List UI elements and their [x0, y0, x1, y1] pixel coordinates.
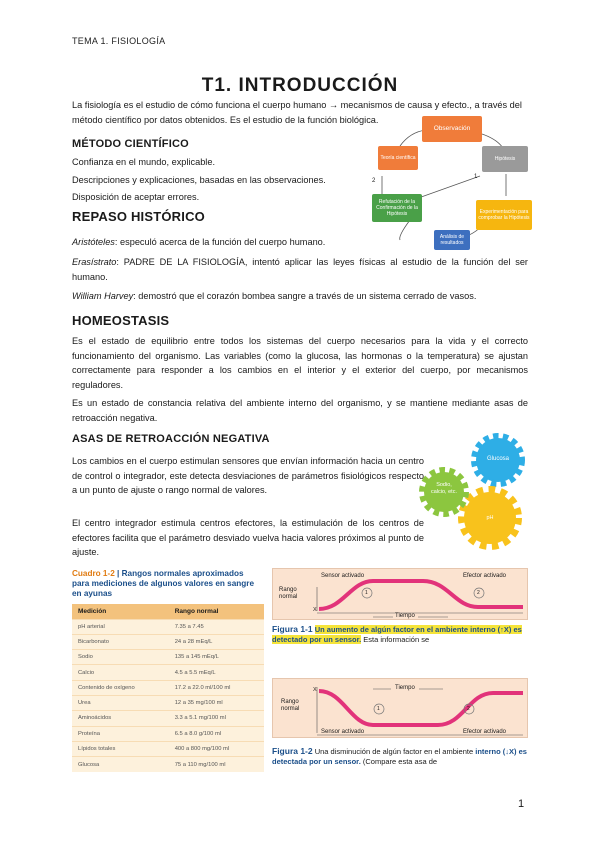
- intro-paragraph: La fisiología es el estudio de cómo funciona el cuerpo humano → mecanismos de causa y efecto., a través del método científico por datos obtenidos. Es el estudio de la función biológica.: [72, 100, 522, 125]
- table-row: [72, 680, 264, 695]
- table-cell: Proteína: [72, 726, 169, 741]
- homeostasis-p1: Es el estado de equilibrio entre todos los sistemas del cuerpo necesarios para la vida y el correcto funcionamiento del organismo. Las variables (como la glucosa, las hormonas o la temperatura) se ajustan correctamente para responder a los cambios en el interior y el exterior del cuerpo, por mecanismos reguladores.: [72, 336, 528, 390]
- metodo-line-1: Confianza en el mundo, explicable.: [72, 157, 216, 167]
- historia-harvey: [72, 289, 528, 304]
- metodo-line-3: Disposición de aceptar errores.: [72, 192, 200, 202]
- table-cell: Glucosa: [72, 757, 169, 772]
- fig1-efector-label: Efector activado: [463, 573, 507, 579]
- harvey-name: William Harvey: [72, 291, 134, 301]
- cycle-hipotesis: Hipótesis: [482, 146, 528, 172]
- figure-1-2-plot: [272, 678, 528, 738]
- table-cell: 4.5 a 5.5 mEq/L: [169, 665, 264, 680]
- fig1-tiempo-label: Tiempo: [395, 613, 415, 619]
- asas-p2: El centro integrador estimula centros efectores, la estimulación de los centros de efectores facilita que el parámetro desviado vuelva hacia valores próximos al punto de ajuste.: [72, 518, 424, 557]
- fig1-caption-label: Figura 1-1: [272, 624, 313, 634]
- table-label: Cuadro 1-2: [72, 569, 115, 578]
- historia-heading: REPASO HISTÓRICO: [72, 209, 205, 224]
- table-header-row: [72, 604, 264, 619]
- cycle-number-2: 2: [372, 178, 376, 184]
- fig2-caption-a: Una disminución de algún factor en el ambiente: [312, 747, 476, 756]
- fig1-circle-1: 1: [365, 590, 368, 596]
- table-cell: Lípidos totales: [72, 741, 169, 756]
- fig2-caption-label: Figura 1-2: [272, 746, 313, 756]
- table-cell: 75 a 110 mg/100 ml: [169, 757, 264, 772]
- table-cell: Aminoácidos: [72, 711, 169, 726]
- table-row: [72, 650, 264, 665]
- table-cell: 7.35 a 7.45: [169, 619, 264, 634]
- table-row: [72, 619, 264, 634]
- harvey-text: : demostró que el corazón bombea sangre a través de un sistema cerrado de vasos.: [133, 291, 477, 301]
- homeostasis-p2: Es un estado de constancia relativa del ambiente interno del organismo, y se mantiene mediante asas de retroacción negativa.: [72, 398, 528, 423]
- page-header: TEMA 1. FISIOLOGÍA: [72, 36, 166, 46]
- fig2-efector-label: Efector activado: [463, 729, 507, 735]
- fig2-caption-c: (Compare esta asa de: [360, 757, 438, 766]
- aristoteles-name: Aristóteles: [72, 237, 115, 247]
- table-header-rango: Rango normal: [169, 604, 264, 619]
- figure-1-1-plot: [272, 568, 528, 620]
- table-cell: 135 a 145 mEq/L: [169, 650, 264, 665]
- table-cell: 6.5 a 8.0 g/100 ml: [169, 726, 264, 741]
- historia-aristoteles: [72, 235, 528, 250]
- table-row: [72, 695, 264, 710]
- page-title: T1. INTRODUCCIÓN: [201, 75, 399, 96]
- table-row: [72, 711, 264, 726]
- table-row: [72, 757, 264, 772]
- asas-p1: Los cambios en el cuerpo estimulan sensores que envían información hacia un centro de control o integrador, este detecta desviaciones de parámetros fisiológicos respecto a un punto de ajuste o rango normal de valores.: [72, 456, 424, 495]
- figure-1-2-caption: [272, 746, 528, 767]
- scientific-method-cycle: [370, 116, 530, 251]
- figure-1-1-caption: [272, 624, 528, 645]
- cycle-number-1: 1: [474, 174, 478, 180]
- table-cell: pH arterial: [72, 619, 169, 634]
- asas-heading: ASAS DE RETROACCIÓN NEGATIVA: [72, 433, 270, 445]
- table-cell: Contenido de oxígeno: [72, 680, 169, 695]
- fig1-circle-2: 2: [477, 590, 480, 596]
- table-header-medicion: Medición: [72, 604, 169, 619]
- table-row: [72, 726, 264, 741]
- gear-glucosa-label: Glucosa: [486, 456, 509, 462]
- table-title: Cuadro 1-2 | Rangos normales aproximados para mediciones de algunos valores en sangre en ayunas: [72, 569, 255, 598]
- fig1-caption-rest: Esta información se: [361, 635, 430, 644]
- page-number: 1: [518, 798, 525, 810]
- aristoteles-text: : especuló acerca de la función del cuerpo humano.: [114, 237, 326, 247]
- homeostasis-heading: HOMEOSTASIS: [72, 313, 170, 328]
- fig1-sensor-label: Sensor activado: [321, 573, 365, 579]
- erasistrato-text: : PADRE DE LA FISIOLOGÍA, intentó aplicar las leyes físicas al estudio de la función del ser humano.: [72, 257, 528, 282]
- table-cell: 17.2 a 22.0 ml/100 ml: [169, 680, 264, 695]
- gear-ph-label: pH: [486, 515, 494, 521]
- cycle-analisis: Análisis de resultados: [434, 230, 470, 250]
- table-cell: 12 a 35 mg/100 ml: [169, 695, 264, 710]
- table-title-text: Rangos normales aproximados para mediciones de algunos valores en sangre en ayunas: [72, 569, 255, 598]
- metodo-line-2: Descripciones y explicaciones, basadas en las observaciones.: [72, 175, 326, 185]
- cycle-teoria: Teoría científica: [378, 146, 418, 170]
- erasistrato-name: Erasístrato: [72, 257, 117, 267]
- gear-calcio-label: Sodio, calcio, etc.: [431, 482, 457, 495]
- fig2-x-label: X: [313, 687, 317, 693]
- fig1-caption-highlight: Un aumento de algún factor en el ambiente interno (↑X) es detectado por un sensor.: [272, 625, 522, 644]
- table-cell: 24 a 28 mEq/L: [169, 634, 264, 649]
- table-cell: Sodio: [72, 650, 169, 665]
- cycle-experimentacion: Experimentación para comprobar la Hipótesis: [476, 200, 532, 230]
- table-row: [72, 634, 264, 649]
- fig2-tiempo-label: Tiempo: [395, 685, 415, 691]
- table-cell: Bicarbonato: [72, 634, 169, 649]
- table-cell: Calcio: [72, 665, 169, 680]
- table-cell: Urea: [72, 695, 169, 710]
- cycle-refutacion: Refutación de la Confirmación de la Hipótesis: [372, 194, 422, 222]
- blood-values-table: [72, 604, 264, 772]
- fig2-circle-1: 1: [377, 706, 380, 712]
- table-cell: 3.3 a 5.1 mg/100 ml: [169, 711, 264, 726]
- table-row: [72, 741, 264, 756]
- table-row: [72, 665, 264, 680]
- fig1-x-label: X: [313, 607, 317, 613]
- fig2-sensor-label: Sensor activado: [321, 729, 365, 735]
- metodo-heading: MÉTODO CIENTÍFICO: [72, 138, 189, 150]
- historia-erasistrato: [72, 255, 528, 284]
- fig1-rango-label: Rango normal: [279, 587, 298, 600]
- fig2-circle-2: 2: [467, 706, 470, 712]
- table-cell: 400 a 800 mg/100 ml: [169, 741, 264, 756]
- gears-illustration: [418, 432, 533, 554]
- fig2-caption-b: interno (↓X) es detectada por un sensor.: [272, 747, 527, 766]
- cycle-observacion: Observación: [422, 116, 482, 142]
- fig2-rango-label: Rango normal: [281, 699, 300, 712]
